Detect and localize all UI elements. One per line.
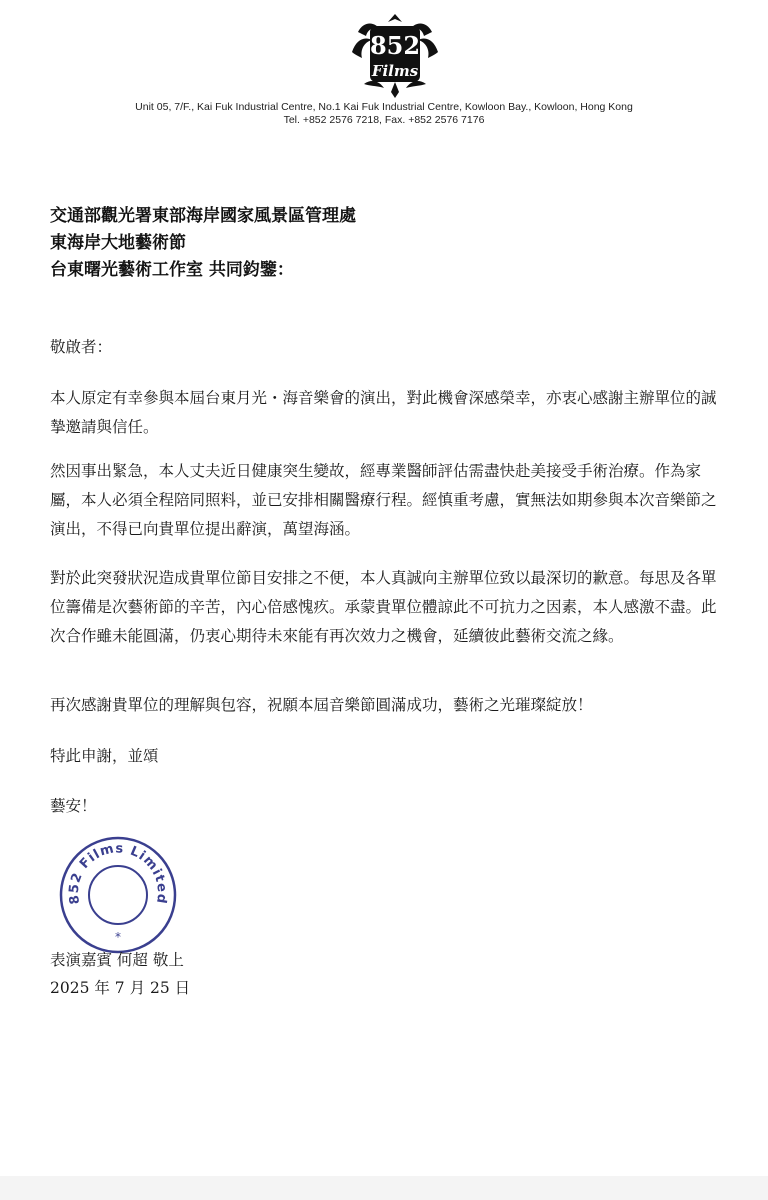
logo-text-bottom: Films [371,62,419,80]
body-paragraph: 本人原定有幸參與本屆台東月光・海音樂會的演出，對此機會深感榮幸，亦衷心感謝主辦單位的誠摯邀請與信任。 [50,389,717,436]
letterhead-address: Unit 05, 7/F., Kai Fuk Industrial Centre, No.1 Kai Fuk Industrial Centre, Kowloon Bay., Kowloon, Hong Kong [135,101,633,113]
letter-date: 2025 年 7 月 25 日 [50,979,191,997]
recipient-line: 交通部觀光署東部海岸國家風景區管理處 [50,206,356,226]
page-bottom-band [0,1176,768,1200]
recipients [50,203,356,284]
stamp-text: 852 Films Limited [66,841,170,906]
recipient-line: 台東曙光藝術工作室 共同鈞鑒： [50,260,294,280]
signature: 表演嘉賓 何超 敬上 [50,951,184,969]
logo-text-top: 852 [369,31,421,60]
svg-text:*: * [115,930,121,944]
body-paragraph: 對於此突發狀況造成貴單位節目安排之不便，本人真誠向主辦單位致以最深切的歉意。每思及各單位籌備是次藝術節的辛苦，內心倍感愧疚。承蒙貴單位體諒此不可抗力之因素，本人感激不盡。此次合作雖未能圓滿，仍衷心期待未來能有再次效力之機會，延續彼此藝術交流之緣。 [50,569,717,645]
greeting: 敬啟者： [50,338,113,356]
body-paragraph: 再次感謝貴單位的理解與包容，祝願本屆音樂節圓滿成功，藝術之光璀璨綻放！ [50,696,593,714]
company-stamp [58,835,178,955]
regards: 藝安！ [50,797,97,815]
letterhead-contact: Tel. +852 2576 7218, Fax. +852 2576 7176 [283,114,485,126]
852-films-logo [350,12,440,98]
recipient-line: 東海岸大地藝術節 [50,233,186,253]
body-paragraph: 然因事出緊急，本人丈夫近日健康突生變故，經專業醫師評估需盡快赴美接受手術治療。作為家屬，本人必須全程陪同照料，並已安排相關醫療行程。經慎重考慮，實無法如期參與本次音樂節之演出，不得已向貴單位提出辭演，萬望海涵。 [50,462,717,538]
closing: 特此申謝，並頌 [50,747,159,765]
